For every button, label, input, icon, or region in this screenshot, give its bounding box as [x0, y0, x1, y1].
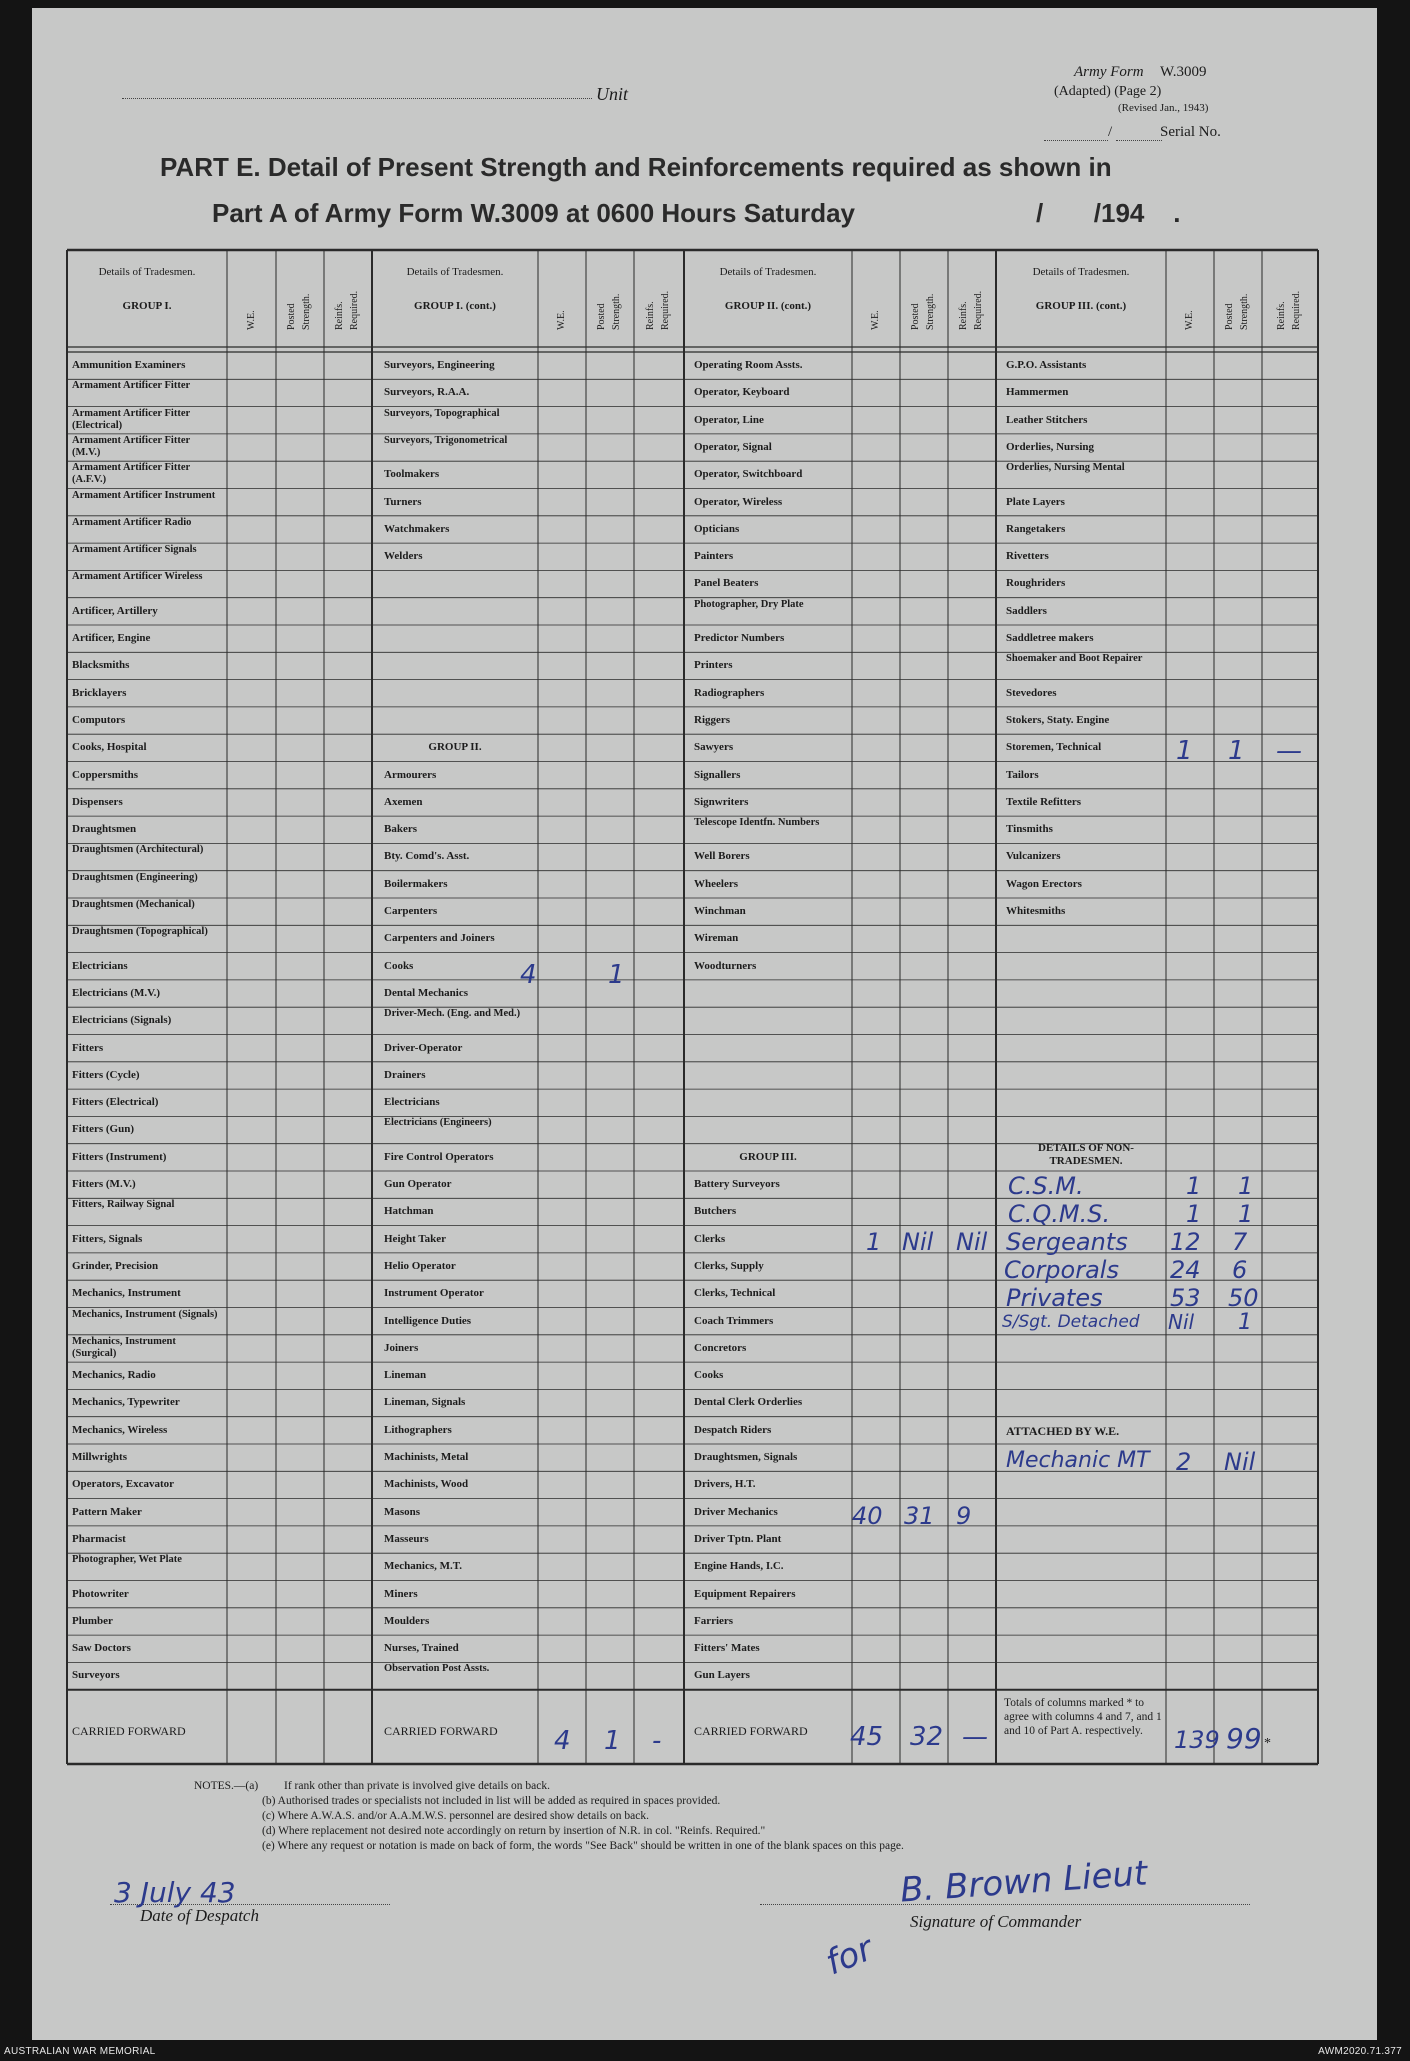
trade-label: Clerks, Supply — [694, 1259, 764, 1272]
trade-label: Mechanics, Instrument — [72, 1287, 181, 1300]
trade-label: Predictor Numbers — [694, 632, 785, 644]
notes-lead: NOTES.—(a) — [194, 1780, 259, 1792]
totals-note: Totals of columns marked * to agree with columns 4 and 7, and 1 and 10 of Part A. respectively. — [1004, 1697, 1162, 1737]
footer-left: AUSTRALIAN WAR MEMORIAL — [4, 2046, 156, 2057]
trade-label: Radiographers — [694, 686, 765, 699]
trade-label: Despatch Riders — [694, 1423, 772, 1436]
note-e: (e) Where any request or notation is made on back of form, the words "See Back" should be written in one of the blank spaces on this page. — [262, 1840, 904, 1852]
trade-label: Carpenters and Joiners — [384, 932, 495, 945]
trade-label: Sawyers — [694, 741, 734, 754]
note-c: (c) Where A.W.A.S. and/or A.A.M.W.S. personnel are desired show details on back. — [262, 1810, 649, 1822]
hw-clerks-reinfs: Nil — [956, 1228, 988, 1256]
title-line1: PART E. Detail of Present Strength and Reinforcements required as shown in — [160, 152, 1112, 182]
form-line2: (Adapted) (Page 2) — [1054, 84, 1162, 99]
trade-label: Armament Artificer Instrument — [72, 489, 216, 501]
hw-att-label: Mechanic MT — [1006, 1448, 1150, 1473]
header-sub: Reinfs. — [334, 301, 345, 330]
form-line3: (Revised Jan., 1943) — [1118, 102, 1209, 114]
signature-dotline — [760, 1904, 1250, 1905]
hw-nt5-we: 53 — [1170, 1284, 1201, 1312]
header-sub: Strength. — [925, 293, 936, 330]
trade-label: Surveyors, Trigonometrical — [384, 434, 508, 446]
non-tradesmen-heading: DETAILS OF NON-TRADESMEN. — [1038, 1142, 1134, 1167]
hw-date: 3 July 43 — [114, 1876, 236, 1909]
despatch-label: Date of Despatch — [140, 1906, 259, 1925]
serial-dotline-1 — [1044, 140, 1108, 141]
header-sub: Posted — [910, 303, 921, 330]
hw-nt5-label: Privates — [1006, 1284, 1103, 1312]
trade-label: Masseurs — [384, 1532, 429, 1545]
trade-label: Armament Artificer Radio — [72, 516, 192, 528]
header-sub: Posted — [286, 303, 297, 330]
trade-label: Telescope Identfn. Numbers — [694, 817, 820, 829]
trade-label: Photowriter — [72, 1587, 129, 1600]
trade-label: Armament Artificer Fitter — [72, 380, 191, 392]
trade-label: Riggers — [694, 713, 731, 726]
trade-label: Photographer, Wet Plate — [72, 1554, 182, 1566]
header-we: W.E. — [556, 310, 567, 330]
trade-label: Concretors — [694, 1341, 747, 1354]
header-sub: Required. — [973, 290, 984, 330]
hw-cooks-we: 4 — [520, 960, 537, 990]
trade-label: Hammermen — [1006, 386, 1069, 399]
hw-nt2-posted: 1 — [1238, 1200, 1254, 1228]
hw-nt1-we: 1 — [1186, 1172, 1202, 1200]
group-heading: GROUP II. — [428, 741, 482, 754]
unit-label: Unit — [596, 84, 629, 104]
trade-label: Tailors — [1006, 768, 1039, 781]
trade-label: Farriers — [694, 1614, 734, 1627]
header-we: W.E. — [245, 310, 257, 330]
trade-label: Textile Refitters — [1006, 795, 1082, 808]
trade-label: Vulcanizers — [1006, 850, 1061, 863]
hw-clerks-posted: Nil — [902, 1228, 934, 1256]
hw-att-we: 2 — [1176, 1448, 1192, 1476]
trade-label: Gun Layers — [694, 1669, 750, 1682]
trade-label: Fitters — [72, 1041, 104, 1054]
trade-label: Electricians (M.V.) — [72, 986, 161, 999]
form-number: W.3009 — [1160, 64, 1207, 80]
title-date-slashes: / /194 . — [1036, 198, 1181, 228]
hw-att-posted: Nil — [1224, 1448, 1256, 1476]
hw-nt2-label: C.Q.M.S. — [1008, 1200, 1111, 1228]
trade-label: Shoemaker and Boot Repairer — [1006, 653, 1143, 665]
unit-dotline — [122, 98, 592, 99]
header-details-of-tradesmen: Details of Tradesmen. — [1032, 266, 1130, 278]
hw-drivermech-posted: 31 — [904, 1502, 935, 1530]
hw-nt1-label: C.S.M. — [1008, 1172, 1084, 1200]
trade-label: Operator, Line — [694, 413, 764, 426]
trade-label: Well Borers — [694, 850, 750, 863]
trade-label: Pharmacist — [72, 1532, 126, 1545]
hw-cooks-posted: 1 — [608, 960, 625, 990]
trade-label: Turners — [384, 495, 422, 508]
trade-label: Carpenters — [384, 905, 438, 917]
carried-forward-label: CARRIED FORWARD — [694, 1724, 808, 1738]
trade-label: Watchmakers — [384, 522, 450, 535]
trade-label: Fitters, Railway Signal — [72, 1199, 175, 1211]
trade-label: Mechanics, Radio — [72, 1369, 156, 1382]
trade-label: Lineman, Signals — [384, 1396, 466, 1409]
note-a: If rank other than private is involved give details on back. — [284, 1780, 551, 1792]
header-sub: Strength. — [611, 293, 622, 330]
trade-label: Stevedores — [1006, 686, 1057, 699]
trade-label: Wagon Erectors — [1006, 877, 1082, 890]
trade-label: Fitters' Mates — [694, 1642, 760, 1655]
trade-label: Bakers — [384, 823, 417, 836]
form-line1: Army Form — [1074, 64, 1144, 80]
trade-label: Hatchman — [384, 1205, 434, 1218]
trade-label: Operator, Signal — [694, 440, 772, 453]
trade-label: Fitters (Electrical) — [72, 1096, 159, 1109]
hw-nt4-label: Corporals — [1004, 1256, 1119, 1284]
trade-label: Plumber — [72, 1614, 113, 1627]
trade-label: Joiners — [384, 1341, 419, 1354]
header-details-of-tradesmen: Details of Tradesmen. — [406, 266, 504, 278]
trade-label: Draughtsmen, Signals — [694, 1451, 798, 1463]
serial-slash: / — [1108, 124, 1113, 140]
trade-label: Driver-Operator — [384, 1041, 463, 1054]
header-sub: Required. — [1291, 290, 1302, 330]
trade-label: Driver Mechanics — [694, 1505, 778, 1518]
trade-label: Draughtsmen (Mechanical) — [72, 899, 195, 910]
trade-label: Height Taker — [384, 1232, 447, 1245]
trade-label: Electricians — [72, 959, 128, 972]
trade-label: Helio Operator — [384, 1259, 456, 1272]
trade-label: Machinists, Wood — [384, 1478, 469, 1491]
header-group-label: GROUP III. (cont.) — [1035, 300, 1127, 312]
trade-label: Lineman — [384, 1369, 427, 1382]
hw-drivermech-reinfs: 9 — [956, 1502, 972, 1530]
trade-label: Operator, Switchboard — [694, 468, 803, 481]
header-sub: Reinfs. — [645, 301, 656, 330]
hw-nt6-posted: 1 — [1238, 1310, 1252, 1335]
trade-label: Grinder, Precision — [72, 1259, 159, 1272]
trade-label: Electricians (Signals) — [72, 1014, 172, 1027]
header-sub: Posted — [596, 303, 607, 330]
trade-label: Coppersmiths — [72, 768, 139, 781]
trade-label: Axemen — [384, 795, 423, 808]
header-group-label: GROUP II. (cont.) — [724, 300, 812, 312]
trade-label: Computors — [72, 713, 126, 726]
header-sub: Reinfs. — [958, 301, 969, 330]
trade-label: Engine Hands, I.C. — [694, 1560, 784, 1573]
trade-label: Whitesmiths — [1006, 905, 1066, 917]
header-group-label: GROUP I. — [122, 300, 172, 312]
trade-label: Armament Artificer Signals — [72, 544, 197, 556]
trade-label: Fitters (Gun) — [72, 1123, 135, 1136]
trade-label: Dispensers — [72, 795, 123, 808]
header-sub: Reinfs. — [1276, 301, 1287, 330]
hw-total-we: 139 — [1174, 1726, 1220, 1754]
trade-label: Roughriders — [1006, 577, 1066, 590]
group-heading: GROUP III. — [739, 1150, 797, 1163]
trade-label: Bricklayers — [72, 686, 127, 699]
trade-label: Clerks — [694, 1232, 726, 1245]
hw-cf2-reinfs: — — [962, 1722, 988, 1752]
trade-label: Leather Stitchers — [1006, 413, 1088, 426]
hw-cf1-we: 4 — [554, 1726, 571, 1756]
trade-label: Draughtsmen (Topographical) — [72, 926, 208, 938]
trade-label: Saw Doctors — [72, 1642, 131, 1655]
trade-label: Artificer, Artillery — [72, 604, 158, 617]
trade-label: Photographer, Dry Plate — [694, 598, 804, 610]
trade-label: Welders — [384, 550, 423, 563]
hw-cf1-reinfs: - — [652, 1726, 662, 1756]
trade-label: Fitters (Instrument) — [72, 1150, 167, 1163]
serial-label: Serial No. — [1160, 124, 1221, 140]
trade-label: Armament Artificer Fitter (Electrical) — [72, 407, 190, 431]
trade-label: Saddlers — [1006, 604, 1047, 617]
trade-label: Mechanics, M.T. — [384, 1560, 463, 1573]
trade-label: Driver Tptn. Plant — [694, 1532, 782, 1545]
trade-label: Coach Trimmers — [694, 1314, 774, 1327]
trade-label: Panel Beaters — [694, 577, 759, 590]
hw-storemen-reinfs: — — [1276, 736, 1302, 766]
trade-label: Machinists, Metal — [384, 1451, 469, 1463]
trade-label: Printers — [694, 659, 733, 672]
hw-cf2-posted: 32 — [910, 1722, 944, 1752]
header-group-label: GROUP I. (cont.) — [414, 300, 496, 312]
trade-label: Equipment Repairers — [694, 1587, 796, 1600]
trade-label: Rivetters — [1006, 550, 1049, 563]
attached-heading: ATTACHED BY W.E. — [1006, 1424, 1120, 1438]
total-star: * — [1264, 1736, 1271, 1751]
trade-label: Observation Post Assts. — [384, 1663, 490, 1675]
carried-forward-label: CARRIED FORWARD — [72, 1724, 186, 1738]
trade-label: Tinsmiths — [1006, 823, 1053, 836]
header-we: W.E. — [870, 310, 881, 330]
trade-label: Wheelers — [694, 877, 738, 890]
hw-nt6-we: Nil — [1168, 1310, 1195, 1334]
serial-dotline-2 — [1116, 140, 1162, 141]
trade-label: Stokers, Staty. Engine — [1006, 713, 1110, 726]
header-we: W.E. — [1184, 310, 1195, 330]
signature-label: Signature of Commander — [910, 1912, 1082, 1931]
trade-label: Operator, Wireless — [694, 495, 783, 508]
trade-label: Intelligence Duties — [384, 1314, 472, 1327]
trade-label: Draughtsmen — [72, 823, 137, 836]
trade-label: Plate Layers — [1006, 495, 1065, 508]
hw-nt6-label: S/Sgt. Detached — [1002, 1312, 1140, 1332]
trade-label: Ammunition Examiners — [72, 359, 186, 371]
trade-label: Draughtsmen (Architectural) — [72, 844, 204, 856]
trade-label: Armament Artificer Fitter (M.V.) — [72, 434, 190, 458]
trade-label: Blacksmiths — [72, 659, 130, 672]
header-sub: Required. — [349, 290, 360, 330]
hw-cf1-posted: 1 — [604, 1726, 621, 1756]
trade-label: Clerks, Technical — [694, 1287, 776, 1300]
trade-label: Surveyors, Topographical — [384, 407, 500, 419]
trade-label: Storemen, Technical — [1006, 741, 1102, 754]
trade-label: Cooks — [694, 1369, 724, 1382]
hw-nt4-we: 24 — [1170, 1256, 1201, 1284]
trade-label: Surveyors — [72, 1669, 120, 1682]
trade-label: Orderlies, Nursing Mental — [1006, 462, 1125, 474]
hw-nt3-we: 12 — [1170, 1228, 1201, 1256]
trade-label: Armourers — [384, 768, 437, 781]
trade-label: G.P.O. Assistants — [1006, 359, 1087, 371]
trade-label: Winchman — [694, 905, 746, 917]
trade-label: Electricians — [384, 1096, 440, 1109]
trade-label: Boilermakers — [384, 877, 448, 890]
trade-label: Dental Clerk Orderlies — [694, 1396, 803, 1409]
trade-label: Dental Mechanics — [384, 986, 469, 999]
hw-storemen-posted: 1 — [1228, 736, 1245, 766]
trade-label: Opticians — [694, 522, 740, 535]
trade-label: Fitters (M.V.) — [72, 1178, 136, 1190]
trade-label: Butchers — [694, 1205, 737, 1218]
trade-label: Cooks — [384, 959, 414, 972]
trade-label: Fitters, Signals — [72, 1232, 143, 1245]
hw-clerks-we: 1 — [866, 1228, 882, 1256]
header-sub: Posted — [1224, 303, 1235, 330]
hw-total-posted: 99 — [1226, 1722, 1262, 1755]
trade-label: Cooks, Hospital — [72, 741, 147, 754]
header-sub: Strength. — [301, 293, 312, 330]
trade-label: Battery Surveyors — [694, 1178, 780, 1190]
footer-right: AWM2020.71.377 — [1318, 2046, 1402, 2057]
trade-label: Millwrights — [72, 1451, 127, 1463]
hw-storemen-we: 1 — [1176, 736, 1193, 766]
trade-label: Painters — [694, 550, 734, 563]
hw-nt2-we: 1 — [1186, 1200, 1202, 1228]
hw-nt4-posted: 6 — [1232, 1256, 1248, 1284]
trade-label: Surveyors, R.A.A. — [384, 386, 470, 399]
title-line2: Part A of Army Form W.3009 at 0600 Hours Saturday — [212, 198, 855, 228]
trade-label: Draughtsmen (Engineering) — [72, 871, 198, 883]
header-details-of-tradesmen: Details of Tradesmen. — [719, 266, 817, 278]
trade-label: Signallers — [694, 768, 741, 781]
trade-label: Mechanics, Wireless — [72, 1423, 168, 1436]
header-details-of-tradesmen: Details of Tradesmen. — [98, 266, 196, 278]
trade-label: Mechanics, Instrument (Surgical) — [72, 1335, 176, 1359]
trade-label: Artificer, Engine — [72, 632, 151, 644]
trade-label: Miners — [384, 1587, 418, 1600]
trade-label: Surveyors, Engineering — [384, 359, 495, 371]
trade-label: Mechanics, Instrument (Signals) — [72, 1308, 218, 1320]
trade-label: Bty. Comd's. Asst. — [384, 850, 470, 863]
hw-nt3-posted: 7 — [1232, 1228, 1248, 1256]
trade-label: Operator, Keyboard — [694, 386, 790, 399]
hw-cf2-we: 45 — [850, 1722, 884, 1752]
header-sub: Strength. — [1239, 293, 1250, 330]
trade-label: Masons — [384, 1505, 421, 1518]
trade-label: Driver-Mech. (Eng. and Med.) — [384, 1008, 521, 1020]
note-b: (b) Authorised trades or specialists not included in list will be added as required in spaces provided. — [262, 1795, 721, 1807]
trade-label: Lithographers — [384, 1423, 452, 1436]
trade-label: Moulders — [384, 1614, 430, 1627]
trade-label: Drainers — [384, 1068, 426, 1081]
hw-signature: B. Brown Lieut — [898, 1853, 1149, 1911]
hw-drivermech-we: 40 — [852, 1502, 883, 1530]
trade-label: Nurses, Trained — [384, 1642, 459, 1655]
trade-label: Electricians (Engineers) — [384, 1117, 492, 1129]
trade-label: Rangetakers — [1006, 522, 1066, 535]
carried-forward-label: CARRIED FORWARD — [384, 1724, 498, 1738]
trade-label: Drivers, H.T. — [694, 1478, 756, 1491]
trade-label: Woodturners — [694, 959, 757, 972]
trade-label: Saddletree makers — [1006, 632, 1094, 644]
hw-for: for — [820, 1928, 879, 1984]
trade-label: Pattern Maker — [72, 1505, 142, 1518]
trade-label: Mechanics, Typewriter — [72, 1396, 180, 1409]
trade-label: Instrument Operator — [384, 1287, 484, 1300]
trade-label: Armament Artificer Fitter (A.F.V.) — [72, 462, 190, 486]
hw-nt3-label: Sergeants — [1006, 1228, 1128, 1256]
trade-label: Orderlies, Nursing — [1006, 440, 1094, 453]
trade-label: Toolmakers — [384, 468, 440, 481]
trade-label: Operating Room Assts. — [694, 359, 803, 371]
trade-label: Fire Control Operators — [384, 1150, 494, 1163]
trade-label: Operators, Excavator — [72, 1478, 175, 1491]
trade-label: Gun Operator — [384, 1178, 452, 1190]
trade-label: Signwriters — [694, 795, 749, 808]
header-sub: Required. — [660, 290, 671, 330]
trade-label: Fitters (Cycle) — [72, 1068, 140, 1081]
trade-label: Armament Artificer Wireless — [72, 571, 203, 583]
note-d: (d) Where replacement not desired note accordingly on return by insertion of N.R. in col. "Reinfs. Required." — [262, 1825, 766, 1837]
hw-nt1-posted: 1 — [1238, 1172, 1254, 1200]
hw-nt5-posted: 50 — [1228, 1284, 1259, 1312]
trade-label: Wireman — [694, 932, 739, 945]
